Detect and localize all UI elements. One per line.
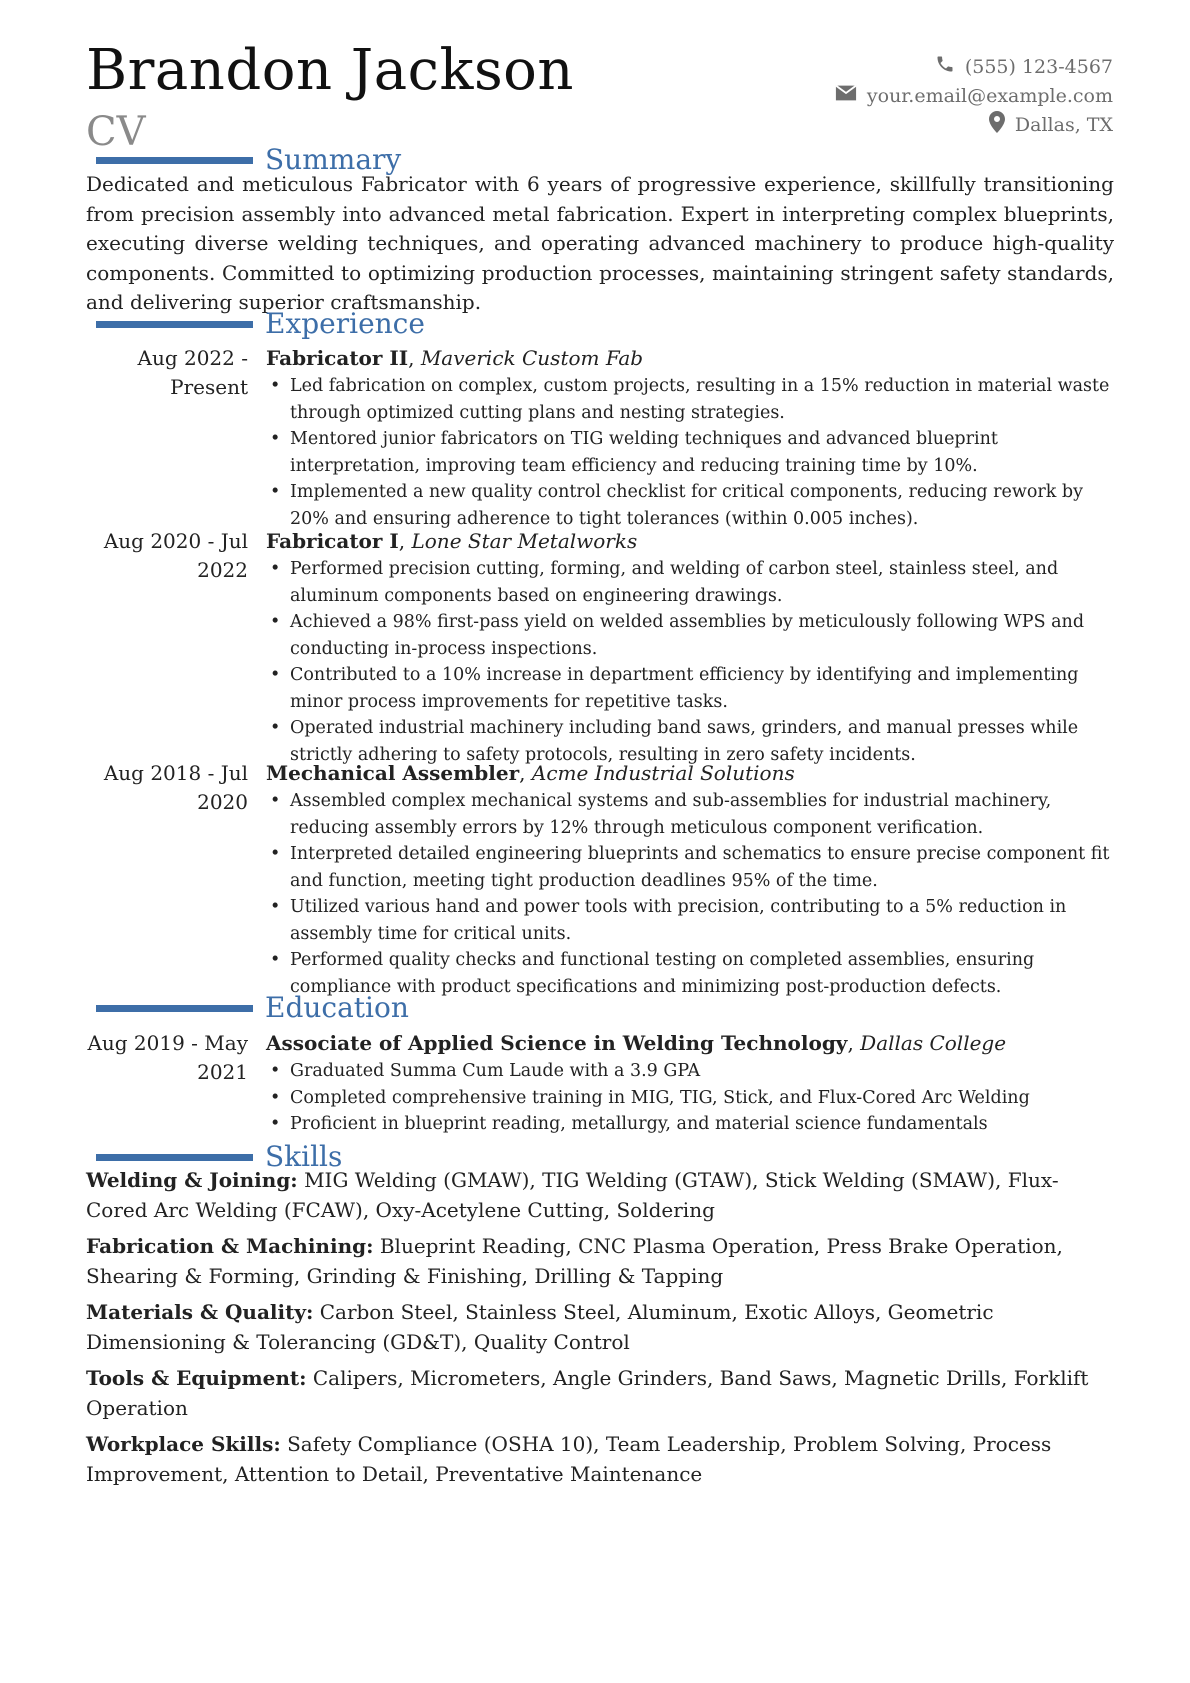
list-item: • Operated industrial machinery including band saws, grinders, and manual presses while strictly adhering to safety protocols, resulting in zero safety incidents. [266, 715, 1114, 768]
skill-list: Carbon Steel, Stainless Steel, Aluminum, Exotic Alloys, Geometric Dimensioning & Tolerancing (GD&T), Quality Control [86, 1300, 994, 1354]
skill-group [86, 1298, 1114, 1357]
document-subtitle: CV [86, 109, 146, 155]
entry-date: Aug 2019 - May 2021 [87, 1031, 248, 1084]
section-bar [96, 1154, 253, 1161]
location-text: Dallas, TX [1014, 113, 1113, 136]
entry-heading: Fabricator I, Lone Star Metalworks [266, 529, 638, 553]
job-title: Fabricator I [266, 529, 399, 553]
list-item: • Performed quality checks and functional testing on completed assemblies, ensuring compliance with product specifications and minimizing post-production defects. [266, 947, 1114, 1000]
bullet-list [266, 1058, 1114, 1138]
section-title: Experience [265, 307, 425, 340]
section-title: Education [265, 991, 409, 1024]
skill-group [86, 1166, 1114, 1225]
section-title: Summary [265, 143, 402, 176]
contact-location [835, 110, 1113, 139]
list-item: • Performed precision cutting, forming, and welding of carbon steel, stainless steel, and aluminum components based on engineering drawings. [266, 556, 1114, 609]
list-item: • Graduated Summa Cum Laude with a 3.9 GPA [266, 1058, 1114, 1085]
entry-heading: Fabricator II, Maverick Custom Fab [266, 346, 644, 370]
company-name: Lone Star Metalworks [411, 529, 638, 553]
section-experience-header [96, 307, 425, 340]
list-item: • Completed comprehensive training in MIG, TIG, Stick, and Flux-Cored Arc Welding [266, 1085, 1114, 1112]
skill-group [86, 1232, 1114, 1291]
bullet-list [266, 556, 1114, 768]
list-item: • Proficient in blueprint reading, metallurgy, and material science fundamentals [266, 1111, 1114, 1138]
section-title: Skills [265, 1140, 343, 1173]
envelope-icon [835, 84, 857, 107]
bullet-list [266, 373, 1114, 532]
list-item: • Contributed to a 10% increase in department efficiency by identifying and implementing minor process improvements for repetitive tasks. [266, 662, 1114, 715]
section-bar [96, 321, 253, 328]
contact-info [835, 52, 1113, 139]
skill-group [86, 1430, 1114, 1489]
list-item: • Led fabrication on complex, custom projects, resulting in a 15% reduction in material waste through optimized cutting plans and nesting strategies. [266, 373, 1114, 426]
entry-heading: Mechanical Assembler, Acme Industrial Solutions [266, 761, 795, 785]
skill-label: Materials & Quality: [86, 1300, 314, 1324]
degree-title: Associate of Applied Science in Welding Technology [266, 1031, 848, 1055]
skill-label: Workplace Skills: [86, 1432, 281, 1456]
phone-icon [935, 54, 955, 79]
job-title: Fabricator II [266, 346, 409, 370]
skill-list: Calipers, Micrometers, Angle Grinders, Band Saws, Magnetic Drills, Forklift Operation [86, 1366, 1089, 1420]
company-name: Acme Industrial Solutions [531, 761, 795, 785]
list-item: • Interpreted detailed engineering blueprints and schematics to ensure precise component fit and function, meeting tight production deadlines 95% of the time. [266, 841, 1114, 894]
candidate-name: Brandon Jackson [86, 38, 574, 103]
skill-label: Welding & Joining: [86, 1168, 298, 1192]
skill-list: Safety Compliance (OSHA 10), Team Leadership, Problem Solving, Process Improvement, Attention to Detail, Preventative Maintenance [86, 1432, 1052, 1486]
entry-date: Aug 2022 - Present [137, 346, 248, 399]
list-item: • Utilized various hand and power tools with precision, contributing to a 5% reduction in assembly time for critical units. [266, 894, 1114, 947]
list-item: • Assembled complex mechanical systems and sub-assemblies for industrial machinery, reducing assembly errors by 12% through meticulous component verification. [266, 788, 1114, 841]
section-education-header [96, 991, 409, 1024]
job-title: Mechanical Assembler [266, 761, 520, 785]
entry-date: Aug 2020 - Jul 2022 [103, 529, 248, 582]
entry-date: Aug 2018 - Jul 2020 [103, 761, 248, 814]
bullet-list [266, 788, 1114, 1000]
contact-email [835, 81, 1113, 110]
section-bar [96, 157, 253, 164]
section-bar [96, 1005, 253, 1012]
contact-phone [835, 52, 1113, 81]
entry-heading: Associate of Applied Science in Welding Technology, Dallas College [266, 1031, 1007, 1055]
skill-list: MIG Welding (GMAW), TIG Welding (GTAW), Stick Welding (SMAW), Flux-Cored Arc Welding (FCAW), Oxy-Acetylene Cutting, Soldering [86, 1168, 1059, 1222]
skill-label: Fabrication & Machining: [86, 1234, 374, 1258]
company-name: Maverick Custom Fab [420, 346, 644, 370]
map-pin-icon [989, 111, 1005, 138]
list-item: • Achieved a 98% first-pass yield on welded assemblies by meticulously following WPS and conducting in-process inspections. [266, 609, 1114, 662]
skill-list: Blueprint Reading, CNC Plasma Operation, Press Brake Operation, Shearing & Forming, Grinding & Finishing, Drilling & Tapping [86, 1234, 1063, 1288]
list-item: • Implemented a new quality control checklist for critical components, reducing rework by 20% and ensuring adherence to tight tolerances (within 0.005 inches). [266, 479, 1114, 532]
skill-group [86, 1364, 1114, 1423]
phone-text: (555) 123-4567 [964, 55, 1113, 78]
email-link[interactable]: your.email@example.com [866, 84, 1113, 107]
list-item: • Mentored junior fabricators on TIG welding techniques and advanced blueprint interpretation, improving team efficiency and reducing training time by 10%. [266, 426, 1114, 479]
skill-label: Tools & Equipment: [86, 1366, 307, 1390]
summary-text: Dedicated and meticulous Fabricator with 6 years of progressive experience, skillfully transitioning from precision assembly into advanced metal fabrication. Expert in interpreting complex blueprints, executing diverse welding techniques, and operating advanced machinery to produce high-quality components. Committed to optimizing production processes, maintaining stringent safety standards, and delivering superior craftsmanship. [86, 172, 1114, 314]
school-name: Dallas College [860, 1031, 1007, 1055]
